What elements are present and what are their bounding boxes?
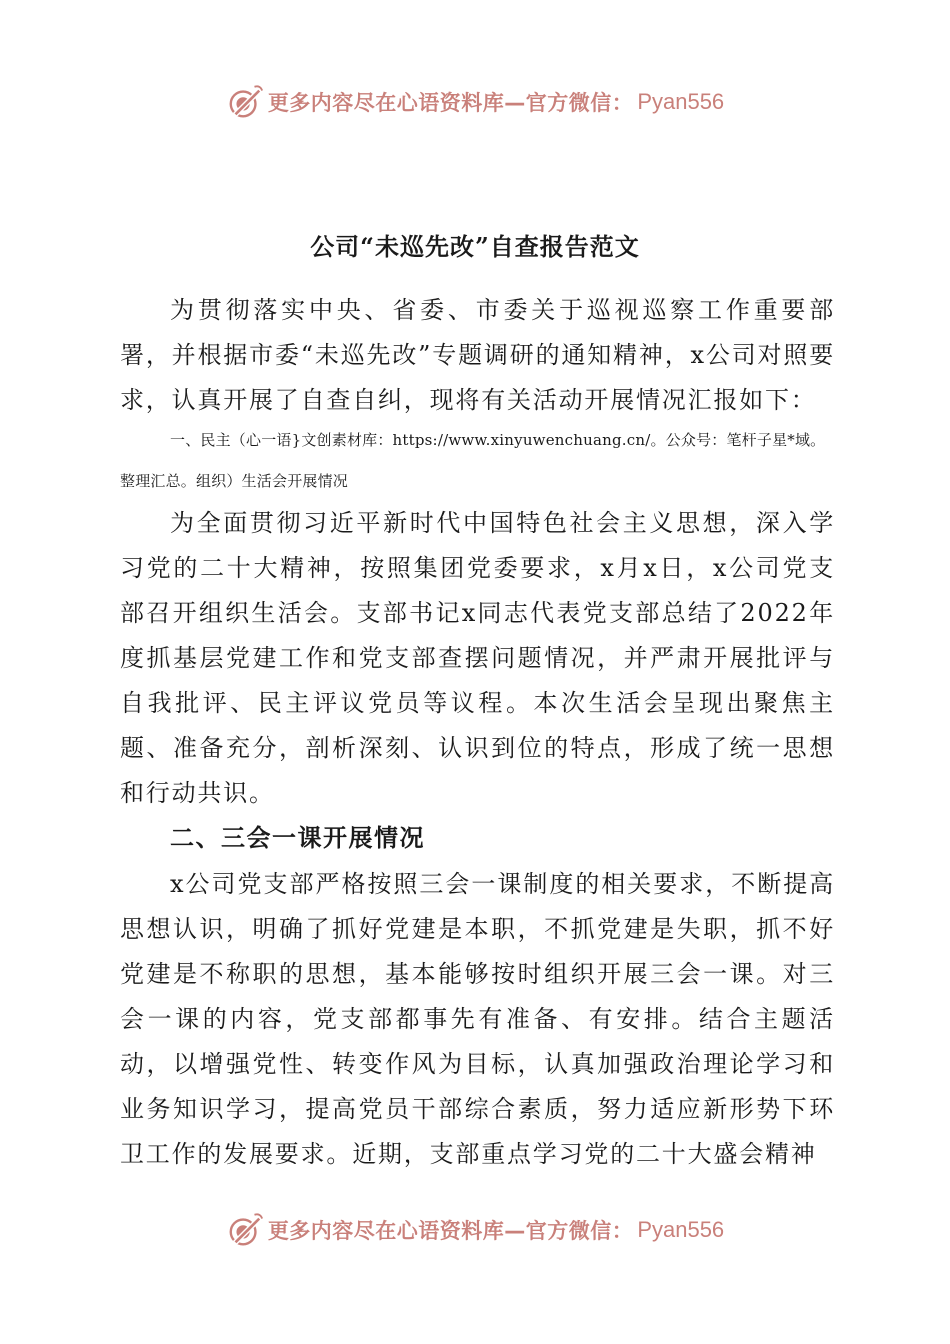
watermark-wechat-id: Pyan556 (637, 1217, 725, 1242)
intro-paragraph: 为贯彻落实中央、省委、市委关于巡视巡察工作重要部署，并根据市委“未巡先改”专题调研的通知精神，x公司对照要求，认真开展了自查自纠，现将有关活动开展情况汇报如下： (120, 296, 835, 414)
pen-logo-icon (226, 83, 264, 121)
section2-heading: 二、三会一课开展情况 (170, 824, 425, 852)
watermark-text: 更多内容尽在心语资料库—官方微信： (267, 1219, 634, 1243)
watermark-banner-top (0, 80, 950, 124)
document-title: 公司“未巡先改”自查报告范文 (310, 232, 640, 261)
watermark-text: 更多内容尽在心语资料库—官方微信： (267, 91, 634, 115)
watermark-banner-bottom (0, 1208, 950, 1252)
section1-heading: 一、民主（心一语}文创素材库：https://www.xinyuwenchuang.cn/。公众号：笔杆子星*域。整理汇总。组织）生活会开展情况 (120, 431, 826, 490)
watermark-wechat-id: Pyan556 (637, 89, 725, 114)
pen-logo-icon (226, 1211, 264, 1249)
section1-paragraph: 为全面贯彻习近平新时代中国特色社会主义思想，深入学习党的二十大精神，按照集团党委要求，x月x日，x公司党支部召开组织生活会。支部书记x同志代表党支部总结了2022年度抓基层党建工作和党支部查摆问题情况，并严肃开展批评与自我批评、民主评议党员等议程。本次生活会呈现出聚焦主题、准备充分，剖析深刻、认识到位的特点，形成了统一思想和行动共识。 (120, 509, 835, 807)
section2-paragraph: x公司党支部严格按照三会一课制度的相关要求，不断提高思想认识，明确了抓好党建是本职，不抓党建是失职，抓不好党建是不称职的思想，基本能够按时组织开展三会一课。对三会一课的内容，党支部都事先有准备、有安排。结合主题活动，以增强党性、转变作风为目标，认真加强政治理论学习和业务知识学习，提高党员干部综合素质，努力适应新形势下环卫工作的发展要求。近期，支部重点学习党的二十大盛会精神 (120, 870, 835, 1168)
